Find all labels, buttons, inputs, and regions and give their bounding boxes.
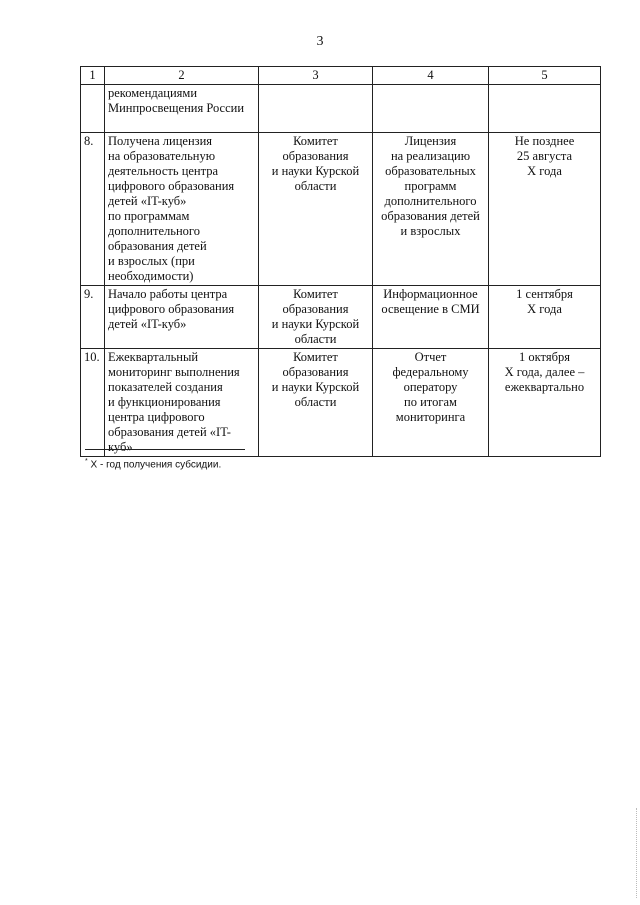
column-header: 4 bbox=[373, 67, 489, 85]
table-header-row bbox=[81, 67, 601, 85]
column-header: 3 bbox=[259, 67, 373, 85]
page-number: 3 bbox=[316, 34, 324, 49]
deadline-cell bbox=[489, 349, 601, 457]
row-number: 10. bbox=[84, 350, 100, 364]
event-text: рекомендациями Минпросвещения России bbox=[108, 86, 245, 115]
row-number: 9. bbox=[84, 287, 94, 301]
row-number-cell bbox=[81, 133, 105, 286]
result-cell bbox=[373, 133, 489, 286]
event-cell bbox=[105, 286, 259, 349]
column-header: 2 bbox=[105, 67, 259, 85]
table-row bbox=[81, 85, 601, 133]
event-cell bbox=[105, 85, 259, 133]
responsible-text: Комитет образования и науки Курской области bbox=[271, 134, 360, 193]
row-number-cell bbox=[81, 85, 105, 133]
event-cell bbox=[105, 133, 259, 286]
result-text: Лицензия на реализацию образовательных программ дополнительного образования детей и взрослых bbox=[381, 134, 480, 238]
responsible-cell bbox=[259, 133, 373, 286]
footnote-divider bbox=[85, 449, 245, 450]
event-cell bbox=[105, 349, 259, 457]
scan-edge-mark bbox=[635, 808, 637, 898]
deadline-text: 1 октября X года, далее – ежеквартально bbox=[504, 350, 585, 394]
deadline-text: Не позднее 25 августа X года bbox=[514, 134, 575, 178]
responsible-text: Комитет образования и науки Курской области bbox=[271, 350, 360, 409]
row-number-cell bbox=[81, 286, 105, 349]
row-number: 8. bbox=[84, 134, 94, 148]
event-text: Начало работы центра цифрового образования детей «IT-куб» bbox=[108, 287, 235, 331]
responsible-cell bbox=[259, 349, 373, 457]
deadline-cell bbox=[489, 85, 601, 133]
column-header: 5 bbox=[489, 67, 601, 85]
table-row bbox=[81, 349, 601, 457]
responsible-cell bbox=[259, 85, 373, 133]
deadline-cell bbox=[489, 133, 601, 286]
footnote-text: X - год получения субсидии. bbox=[90, 459, 222, 471]
table-row bbox=[81, 133, 601, 286]
deadline-text: 1 сентября X года bbox=[516, 287, 573, 316]
result-text: Информационное освещение в СМИ bbox=[381, 287, 480, 316]
event-text: Ежеквартальный мониторинг выполнения показателей создания и функционирования центра цифрового образования детей «IT- куб» bbox=[108, 350, 240, 454]
result-cell bbox=[373, 349, 489, 457]
column-header: 1 bbox=[81, 67, 105, 85]
result-text: Отчет федеральному оператору по итогам мониторинга bbox=[392, 350, 469, 424]
footnote bbox=[85, 455, 221, 472]
responsible-text: Комитет образования и науки Курской области bbox=[271, 287, 360, 346]
table-row bbox=[81, 286, 601, 349]
event-text: Получена лицензия на образовательную деятельность центра цифрового образования детей «IT-куб» по программам дополнительного образования детей и взрослых (при необходимости) bbox=[108, 134, 235, 283]
footnote-marker: * bbox=[85, 458, 88, 465]
result-cell bbox=[373, 286, 489, 349]
row-number-cell bbox=[81, 349, 105, 457]
responsible-cell bbox=[259, 286, 373, 349]
activity-plan-table bbox=[80, 66, 601, 457]
result-cell bbox=[373, 85, 489, 133]
deadline-cell bbox=[489, 286, 601, 349]
